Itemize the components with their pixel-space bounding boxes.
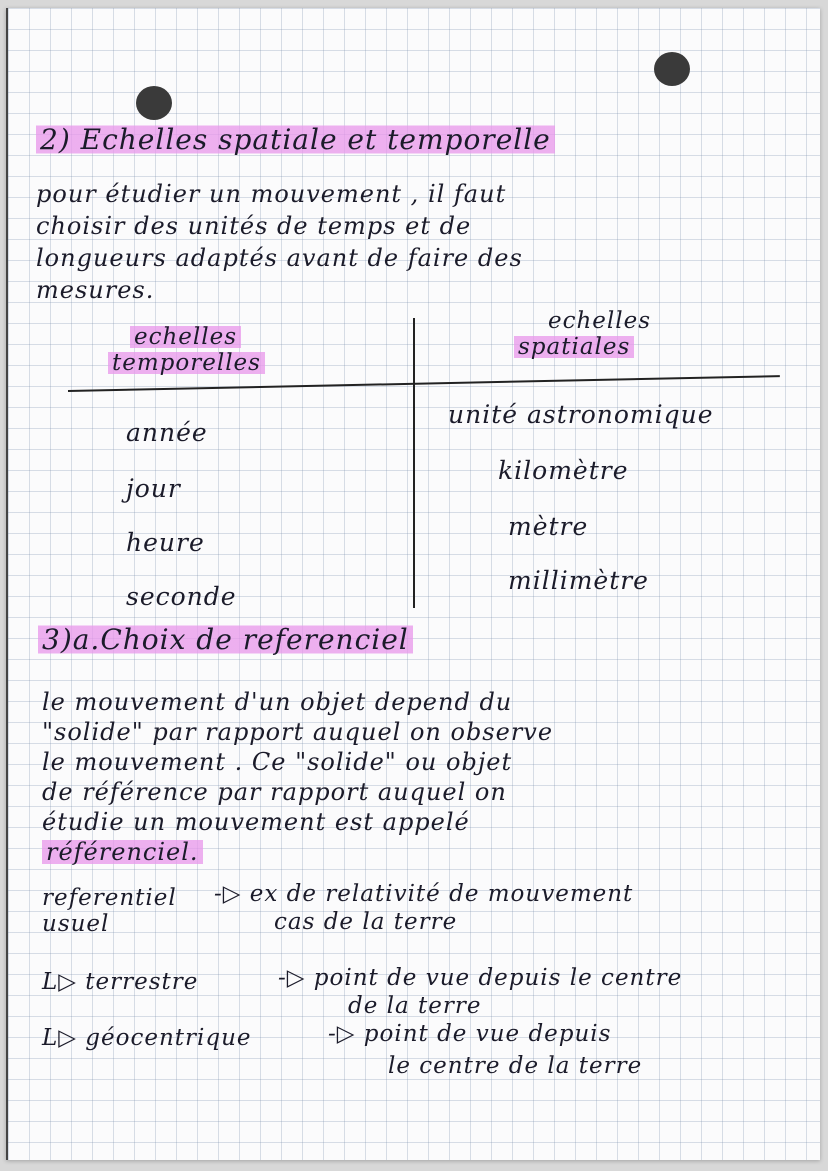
table-horizontal-divider	[68, 375, 780, 392]
col1-item-jour: jour	[126, 474, 181, 503]
notes-terrestre	[42, 968, 198, 996]
section-2-line-2: choisir des unités de temps et de	[36, 212, 472, 240]
section-3-highlight	[42, 838, 203, 866]
punch-hole-left	[136, 86, 172, 120]
col1-header-line-1: echelles	[130, 324, 241, 350]
section-3-title	[38, 623, 413, 656]
geocentrique-text: L▷ géocentrique	[42, 1025, 252, 1051]
col2-header-line-2: spatiales	[514, 334, 634, 360]
col1-header	[108, 324, 265, 376]
section-2-title	[36, 123, 555, 156]
section-3-line-3: le mouvement . Ce "solide" ou objet	[42, 748, 513, 776]
col2-item-millimetre: millimètre	[508, 566, 649, 595]
terrestre-note-2: de la terre	[348, 993, 482, 1019]
col2-item-metre: mètre	[508, 512, 589, 541]
col2-header-line-1: echelles	[548, 308, 652, 334]
table-vertical-divider	[413, 318, 415, 608]
notes-arrow-text-1: -▷ ex de relativité de mouvement	[214, 881, 634, 907]
col2-item-kilometre: kilomètre	[498, 456, 629, 485]
col1-item-seconde: seconde	[126, 582, 237, 611]
notebook-page	[6, 8, 820, 1160]
punch-hole-right	[654, 52, 690, 86]
section-2-title-text: 2) Echelles spatiale et temporelle	[36, 123, 555, 156]
geocentrique-note-2: le centre de la terre	[388, 1053, 643, 1079]
section-3-line-2: "solide" par rapport auquel on observe	[42, 718, 554, 746]
col2-header	[514, 308, 651, 360]
section-2-line-1: pour étudier un mouvement , il faut	[36, 180, 507, 208]
notes-geocentrique	[42, 1024, 252, 1052]
terrestre-note-1: -▷ point de vue depuis le centre	[278, 965, 683, 991]
col2-item-unite-astronomique: unité astronomique	[448, 400, 714, 429]
geocentrique-note-1: -▷ point de vue depuis	[328, 1021, 612, 1047]
referenciel-highlight: référenciel.	[42, 838, 203, 866]
section-2-line-4: mesures.	[36, 276, 155, 304]
section-2-line-3: longueurs adaptés avant de faire des	[36, 244, 523, 272]
terrestre-text: L▷ terrestre	[42, 969, 199, 995]
notes-label-2: usuel	[42, 911, 110, 937]
notes-label-1: referentiel	[42, 885, 177, 911]
section-3-line-1: le mouvement d'un objet depend du	[42, 688, 513, 716]
col1-header-line-2: temporelles	[108, 350, 265, 376]
notes-arrow-text-2: cas de la terre	[274, 909, 458, 935]
section-3-line-4: de référence par rapport auquel on	[42, 778, 507, 806]
section-3-line-5: étudie un mouvement est appelé	[42, 808, 470, 836]
col1-item-heure: heure	[126, 528, 205, 557]
col1-item-annee: année	[126, 418, 208, 447]
section-3-title-text: 3)a.Choix de referenciel	[38, 623, 413, 656]
